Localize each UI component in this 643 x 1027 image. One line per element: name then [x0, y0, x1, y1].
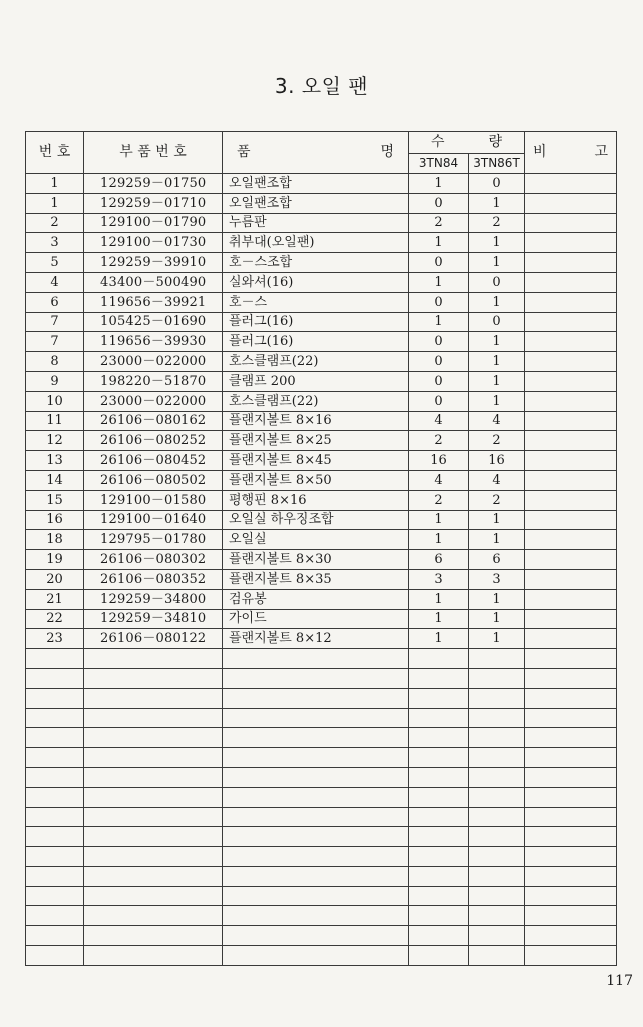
empty-cell	[84, 728, 223, 748]
empty-cell	[409, 649, 469, 669]
cell-qty-3tn84: 1	[409, 609, 469, 629]
cell-remark	[525, 272, 617, 292]
header-remark-a: 비	[533, 144, 547, 160]
cell-qty-3tn84: 16	[409, 451, 469, 471]
empty-cell	[84, 748, 223, 768]
empty-cell	[409, 668, 469, 688]
table-row	[26, 352, 617, 372]
cell-qty-3tn84: 1	[409, 629, 469, 649]
cell-remark	[525, 292, 617, 312]
empty-cell	[525, 767, 617, 787]
empty-cell	[84, 807, 223, 827]
table-row	[26, 510, 617, 530]
cell-part-no: 129100－01790	[84, 213, 223, 233]
cell-no: 6	[26, 292, 84, 312]
empty-cell	[84, 708, 223, 728]
empty-cell	[26, 926, 84, 946]
header-qty	[409, 132, 525, 154]
empty-cell	[469, 649, 525, 669]
cell-remark	[525, 253, 617, 273]
cell-qty-3tn86t: 2	[469, 490, 525, 510]
header-part-no: 부 품 번 호	[84, 132, 223, 174]
empty-cell	[84, 787, 223, 807]
cell-remark	[525, 629, 617, 649]
cell-part-name: 실와셔(16)	[223, 272, 409, 292]
cell-part-name: 플러그(16)	[223, 312, 409, 332]
cell-no: 8	[26, 352, 84, 372]
cell-qty-3tn86t: 1	[469, 371, 525, 391]
empty-cell	[525, 748, 617, 768]
cell-part-no: 23000－022000	[84, 352, 223, 372]
empty-cell	[84, 649, 223, 669]
cell-part-name: 플랜지볼트 8×16	[223, 411, 409, 431]
cell-part-name: 호－스	[223, 292, 409, 312]
cell-remark	[525, 312, 617, 332]
cell-part-name: 호－스조합	[223, 253, 409, 273]
empty-cell	[26, 728, 84, 748]
empty-cell	[223, 906, 409, 926]
header-no: 번 호	[26, 132, 84, 174]
cell-part-no: 26106－080252	[84, 431, 223, 451]
cell-remark	[525, 193, 617, 213]
empty-cell	[223, 807, 409, 827]
cell-no: 22	[26, 609, 84, 629]
cell-part-no: 129100－01580	[84, 490, 223, 510]
cell-qty-3tn86t: 1	[469, 391, 525, 411]
cell-part-name: 가이드	[223, 609, 409, 629]
empty-cell	[223, 649, 409, 669]
empty-cell	[469, 767, 525, 787]
cell-no: 3	[26, 233, 84, 253]
cell-no: 9	[26, 371, 84, 391]
table-row	[26, 213, 617, 233]
cell-part-no: 26106－080302	[84, 550, 223, 570]
cell-qty-3tn84: 0	[409, 352, 469, 372]
page-number: 117	[606, 973, 633, 989]
cell-part-no: 26106－080452	[84, 451, 223, 471]
empty-cell	[223, 866, 409, 886]
cell-remark	[525, 550, 617, 570]
empty-table-row	[26, 946, 617, 966]
empty-cell	[525, 866, 617, 886]
cell-qty-3tn84: 1	[409, 174, 469, 194]
empty-table-row	[26, 787, 617, 807]
cell-qty-3tn84: 0	[409, 253, 469, 273]
empty-cell	[84, 688, 223, 708]
cell-qty-3tn86t: 0	[469, 312, 525, 332]
cell-qty-3tn84: 2	[409, 431, 469, 451]
table-row	[26, 530, 617, 550]
cell-no: 20	[26, 569, 84, 589]
empty-cell	[84, 886, 223, 906]
empty-cell	[525, 708, 617, 728]
header-model-3tn86t: 3TN86T	[469, 154, 525, 174]
empty-cell	[84, 847, 223, 867]
cell-no: 7	[26, 312, 84, 332]
cell-part-name: 플랜지볼트 8×35	[223, 569, 409, 589]
cell-qty-3tn84: 1	[409, 233, 469, 253]
cell-no: 12	[26, 431, 84, 451]
cell-part-no: 26106－080502	[84, 470, 223, 490]
cell-remark	[525, 431, 617, 451]
table-row	[26, 550, 617, 570]
cell-qty-3tn86t: 3	[469, 569, 525, 589]
page-title: 3. 오일 팬	[274, 74, 369, 98]
header-model-3tn84: 3TN84	[409, 154, 469, 174]
cell-part-name: 오일팬조합	[223, 193, 409, 213]
cell-part-name: 클램프 200	[223, 371, 409, 391]
empty-cell	[409, 688, 469, 708]
cell-no: 5	[26, 253, 84, 273]
empty-cell	[409, 946, 469, 966]
cell-no: 18	[26, 530, 84, 550]
cell-qty-3tn84: 2	[409, 490, 469, 510]
cell-qty-3tn86t: 1	[469, 233, 525, 253]
cell-qty-3tn86t: 6	[469, 550, 525, 570]
header-remark-b: 고	[594, 144, 609, 160]
empty-cell	[469, 866, 525, 886]
cell-no: 13	[26, 451, 84, 471]
cell-qty-3tn86t: 1	[469, 332, 525, 352]
cell-no: 21	[26, 589, 84, 609]
empty-cell	[223, 668, 409, 688]
cell-part-no: 119656－39921	[84, 292, 223, 312]
empty-cell	[84, 926, 223, 946]
empty-cell	[26, 827, 84, 847]
cell-remark	[525, 451, 617, 471]
table-row	[26, 490, 617, 510]
cell-part-name: 오일실 하우징조합	[223, 510, 409, 530]
empty-cell	[26, 688, 84, 708]
cell-part-name: 플랜지볼트 8×12	[223, 629, 409, 649]
cell-qty-3tn84: 2	[409, 213, 469, 233]
cell-part-name: 평행핀 8×16	[223, 490, 409, 510]
empty-cell	[84, 668, 223, 688]
cell-remark	[525, 589, 617, 609]
cell-qty-3tn84: 0	[409, 391, 469, 411]
cell-part-name: 플랜지볼트 8×45	[223, 451, 409, 471]
empty-table-row	[26, 767, 617, 787]
header-name-b: 명	[380, 144, 394, 160]
cell-no: 7	[26, 332, 84, 352]
empty-cell	[525, 926, 617, 946]
cell-part-no: 129259－34810	[84, 609, 223, 629]
empty-table-row	[26, 728, 617, 748]
empty-cell	[525, 886, 617, 906]
table-row	[26, 193, 617, 213]
empty-cell	[469, 807, 525, 827]
empty-cell	[26, 748, 84, 768]
cell-remark	[525, 411, 617, 431]
empty-cell	[469, 926, 525, 946]
empty-cell	[469, 886, 525, 906]
parts-table	[25, 131, 617, 966]
cell-part-no: 43400－500490	[84, 272, 223, 292]
empty-cell	[469, 668, 525, 688]
empty-cell	[525, 906, 617, 926]
empty-cell	[525, 946, 617, 966]
empty-table-row	[26, 807, 617, 827]
empty-cell	[26, 668, 84, 688]
empty-cell	[409, 926, 469, 946]
table-row	[26, 391, 617, 411]
empty-table-row	[26, 906, 617, 926]
table-row	[26, 312, 617, 332]
empty-cell	[223, 708, 409, 728]
cell-no: 14	[26, 470, 84, 490]
table-row	[26, 371, 617, 391]
cell-part-no: 129795－01780	[84, 530, 223, 550]
empty-cell	[409, 807, 469, 827]
header-name	[223, 132, 409, 174]
cell-remark	[525, 391, 617, 411]
cell-qty-3tn86t: 0	[469, 174, 525, 194]
empty-table-row	[26, 827, 617, 847]
cell-no: 4	[26, 272, 84, 292]
table-row	[26, 174, 617, 194]
empty-table-row	[26, 926, 617, 946]
header-name-a: 품	[237, 144, 251, 160]
cell-qty-3tn86t: 1	[469, 193, 525, 213]
cell-part-no: 129259－01750	[84, 174, 223, 194]
cell-remark	[525, 233, 617, 253]
empty-table-row	[26, 668, 617, 688]
cell-qty-3tn84: 0	[409, 371, 469, 391]
empty-cell	[469, 787, 525, 807]
cell-remark	[525, 609, 617, 629]
cell-qty-3tn84: 0	[409, 292, 469, 312]
header-qty-b: 량	[488, 134, 503, 150]
empty-cell	[26, 847, 84, 867]
empty-cell	[525, 649, 617, 669]
cell-no: 10	[26, 391, 84, 411]
cell-part-name: 호스클램프(22)	[223, 352, 409, 372]
cell-qty-3tn86t: 1	[469, 510, 525, 530]
empty-cell	[525, 847, 617, 867]
cell-part-no: 23000－022000	[84, 391, 223, 411]
cell-qty-3tn84: 1	[409, 272, 469, 292]
empty-cell	[469, 906, 525, 926]
empty-cell	[409, 906, 469, 926]
table-row	[26, 609, 617, 629]
header-remark	[525, 132, 617, 174]
cell-remark	[525, 213, 617, 233]
empty-cell	[223, 767, 409, 787]
empty-cell	[525, 807, 617, 827]
empty-cell	[525, 787, 617, 807]
cell-qty-3tn86t: 1	[469, 609, 525, 629]
empty-cell	[223, 748, 409, 768]
empty-cell	[84, 946, 223, 966]
cell-no: 2	[26, 213, 84, 233]
cell-remark	[525, 510, 617, 530]
empty-cell	[84, 906, 223, 926]
cell-qty-3tn86t: 4	[469, 470, 525, 490]
table-row	[26, 470, 617, 490]
empty-cell	[409, 728, 469, 748]
parts-table-body	[26, 174, 617, 966]
empty-table-row	[26, 688, 617, 708]
table-row	[26, 569, 617, 589]
empty-cell	[409, 748, 469, 768]
table-row	[26, 332, 617, 352]
table-row	[26, 411, 617, 431]
table-row	[26, 292, 617, 312]
cell-qty-3tn84: 1	[409, 589, 469, 609]
empty-cell	[469, 708, 525, 728]
empty-table-row	[26, 866, 617, 886]
empty-cell	[469, 946, 525, 966]
empty-cell	[84, 866, 223, 886]
empty-cell	[84, 767, 223, 787]
cell-part-no: 129100－01730	[84, 233, 223, 253]
cell-qty-3tn84: 1	[409, 510, 469, 530]
cell-part-no: 198220－51870	[84, 371, 223, 391]
cell-part-name: 호스클램프(22)	[223, 391, 409, 411]
empty-cell	[409, 886, 469, 906]
cell-no: 11	[26, 411, 84, 431]
empty-cell	[26, 906, 84, 926]
cell-qty-3tn86t: 1	[469, 530, 525, 550]
cell-qty-3tn86t: 1	[469, 292, 525, 312]
cell-qty-3tn86t: 1	[469, 352, 525, 372]
empty-table-row	[26, 708, 617, 728]
empty-cell	[26, 767, 84, 787]
header-qty-a: 수	[431, 134, 445, 150]
cell-part-name: 오일실	[223, 530, 409, 550]
empty-cell	[223, 886, 409, 906]
empty-cell	[26, 787, 84, 807]
cell-qty-3tn86t: 16	[469, 451, 525, 471]
cell-qty-3tn84: 1	[409, 312, 469, 332]
cell-qty-3tn86t: 2	[469, 431, 525, 451]
cell-qty-3tn86t: 0	[469, 272, 525, 292]
cell-remark	[525, 490, 617, 510]
empty-cell	[26, 708, 84, 728]
empty-cell	[223, 787, 409, 807]
empty-cell	[469, 827, 525, 847]
empty-table-row	[26, 649, 617, 669]
cell-remark	[525, 371, 617, 391]
cell-part-name: 누름판	[223, 213, 409, 233]
cell-part-name: 오일팬조합	[223, 174, 409, 194]
cell-remark	[525, 332, 617, 352]
empty-cell	[409, 787, 469, 807]
empty-cell	[469, 688, 525, 708]
empty-cell	[223, 827, 409, 847]
empty-cell	[409, 708, 469, 728]
cell-qty-3tn84: 4	[409, 411, 469, 431]
cell-no: 23	[26, 629, 84, 649]
empty-cell	[409, 767, 469, 787]
empty-cell	[525, 688, 617, 708]
table-row	[26, 253, 617, 273]
empty-cell	[26, 649, 84, 669]
cell-part-no: 26106－080122	[84, 629, 223, 649]
empty-cell	[223, 728, 409, 748]
table-row	[26, 629, 617, 649]
table-row	[26, 431, 617, 451]
cell-remark	[525, 470, 617, 490]
table-row	[26, 272, 617, 292]
table-row	[26, 589, 617, 609]
empty-cell	[26, 866, 84, 886]
empty-cell	[26, 886, 84, 906]
cell-no: 1	[26, 174, 84, 194]
cell-qty-3tn86t: 1	[469, 589, 525, 609]
cell-no: 19	[26, 550, 84, 570]
cell-part-no: 119656－39930	[84, 332, 223, 352]
empty-cell	[223, 946, 409, 966]
cell-no: 15	[26, 490, 84, 510]
empty-cell	[223, 847, 409, 867]
empty-table-row	[26, 748, 617, 768]
cell-part-name: 플랜지볼트 8×30	[223, 550, 409, 570]
empty-cell	[409, 827, 469, 847]
cell-part-name: 플랜지볼트 8×25	[223, 431, 409, 451]
cell-part-no: 105425－01690	[84, 312, 223, 332]
cell-part-name: 검유봉	[223, 589, 409, 609]
cell-qty-3tn84: 1	[409, 530, 469, 550]
empty-cell	[223, 926, 409, 946]
table-row	[26, 233, 617, 253]
cell-part-no: 129100－01640	[84, 510, 223, 530]
cell-part-name: 플러그(16)	[223, 332, 409, 352]
cell-qty-3tn86t: 1	[469, 253, 525, 273]
cell-no: 16	[26, 510, 84, 530]
empty-cell	[26, 807, 84, 827]
cell-part-name: 플랜지볼트 8×50	[223, 470, 409, 490]
empty-cell	[409, 847, 469, 867]
empty-cell	[409, 866, 469, 886]
empty-cell	[469, 748, 525, 768]
empty-cell	[26, 946, 84, 966]
empty-cell	[525, 668, 617, 688]
cell-part-no: 26106－080162	[84, 411, 223, 431]
cell-remark	[525, 530, 617, 550]
empty-cell	[84, 827, 223, 847]
cell-qty-3tn86t: 1	[469, 629, 525, 649]
empty-cell	[525, 728, 617, 748]
cell-remark	[525, 569, 617, 589]
empty-table-row	[26, 886, 617, 906]
cell-qty-3tn84: 6	[409, 550, 469, 570]
cell-part-no: 26106－080352	[84, 569, 223, 589]
empty-cell	[469, 728, 525, 748]
cell-part-name: 취부대(오일팬)	[223, 233, 409, 253]
empty-cell	[525, 827, 617, 847]
cell-remark	[525, 174, 617, 194]
cell-part-no: 129259－01710	[84, 193, 223, 213]
cell-qty-3tn86t: 4	[469, 411, 525, 431]
cell-qty-3tn84: 0	[409, 193, 469, 213]
cell-qty-3tn84: 0	[409, 332, 469, 352]
empty-cell	[223, 688, 409, 708]
cell-qty-3tn86t: 2	[469, 213, 525, 233]
cell-qty-3tn84: 4	[409, 470, 469, 490]
cell-remark	[525, 352, 617, 372]
cell-part-no: 129259－34800	[84, 589, 223, 609]
empty-table-row	[26, 847, 617, 867]
empty-cell	[469, 847, 525, 867]
cell-qty-3tn84: 3	[409, 569, 469, 589]
cell-no: 1	[26, 193, 84, 213]
cell-part-no: 129259－39910	[84, 253, 223, 273]
table-row	[26, 451, 617, 471]
